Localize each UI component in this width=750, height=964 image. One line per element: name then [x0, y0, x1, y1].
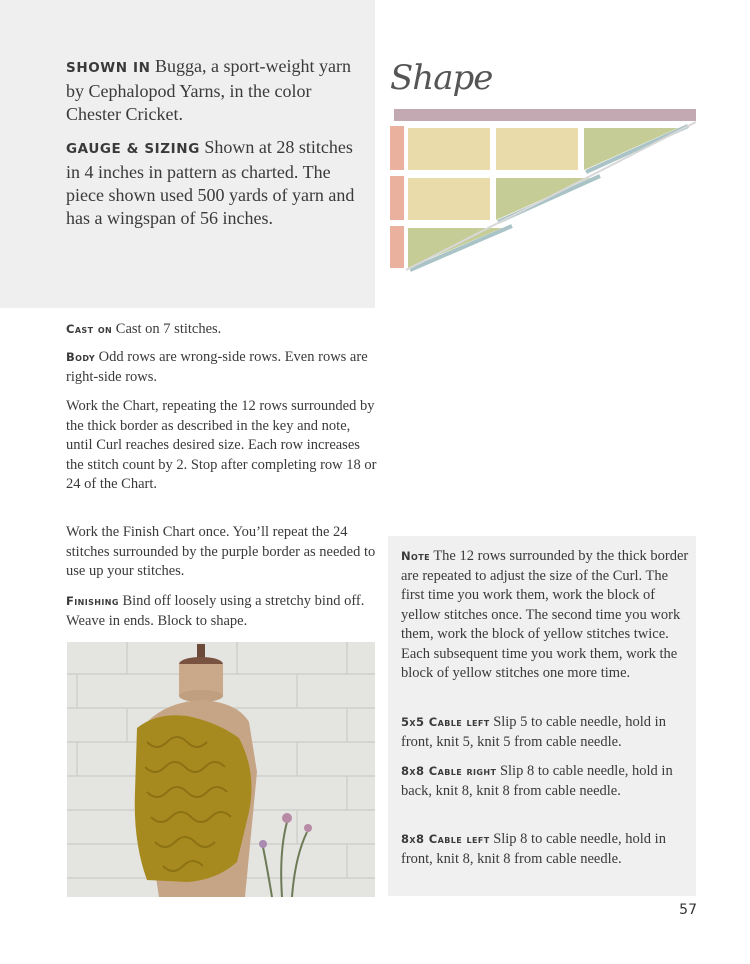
cable-8x8-left-text: Slip 8 to cable needle, hold in front, knit 8, knit 8 from cable needle. — [401, 831, 666, 867]
gauge-label: GAUGE & SIZING — [66, 141, 200, 157]
schematic-block-r1c1 — [408, 128, 490, 170]
shown-in-paragraph — [66, 55, 366, 126]
page-number: 57 — [679, 902, 697, 918]
cable-5x5-left-paragraph — [401, 713, 691, 752]
schematic-edge-row2 — [390, 176, 404, 220]
cable-8x8-left-paragraph — [401, 830, 691, 869]
cast-on-paragraph — [66, 320, 378, 340]
finishing-label: Finishing — [66, 594, 119, 608]
cable-5x5-left-text: Slip 5 to cable needle, hold in front, knit 5, knit 5 from cable needle. — [401, 714, 666, 750]
schematic-edge-row1 — [390, 126, 404, 170]
cast-on-text: Cast on 7 stitches. — [112, 321, 222, 337]
note-paragraph — [401, 547, 691, 684]
cable-8x8-right-label: 8x8 Cable right — [401, 764, 497, 778]
body-text: Odd rows are wrong-side rows. Even rows are right-side rows. — [66, 349, 368, 385]
shown-in-text: Bugga, a sport-weight yarn by Cephalopod Yarns, in the color Chester Cricket. — [66, 56, 351, 124]
schematic-block-r1c3 — [584, 128, 678, 170]
shape-title: Shape — [390, 58, 493, 98]
cable-8x8-right-paragraph — [401, 762, 691, 801]
cable-5x5-left-label: 5x5 Cable left — [401, 715, 490, 729]
garment-photo — [67, 642, 375, 897]
chart-paragraph: Work the Chart, repeating the 12 rows surrounded by the thick border as described in the key and note, until Curl reaches desired size. Each row increases the stitch count by 2. Stop after completing row 18 or 24 of the Chart. — [66, 398, 377, 492]
cable-8x8-right-text: Slip 8 to cable needle, hold in back, knit 8, knit 8 from cable needle. — [401, 763, 673, 799]
schematic-block-r2c1 — [408, 178, 490, 220]
finish-chart-paragraph: Work the Finish Chart once. You’ll repeat the 24 stitches surrounded by the purple border as needed to use up your stitches. — [66, 524, 376, 579]
cable-8x8-left-label: 8x8 Cable left — [401, 832, 490, 846]
body-label: Body — [66, 350, 96, 364]
finishing-text: Bind off loosely using a stretchy bind off. Weave in ends. Block to shape. — [66, 593, 365, 629]
schematic-edge-row3 — [390, 226, 404, 268]
cast-on-label: Cast on — [66, 322, 113, 336]
garment-photo-illustration — [67, 642, 375, 897]
shape-schematic — [386, 100, 700, 272]
note-label: Note — [401, 549, 430, 563]
note-text: The 12 rows surrounded by the thick border are repeated to adjust the size of the Curl. The first time you work them, work the block of yellow stitches once. The second time you work them, work the block of yellow stitches twice. Each subsequent time you work them, work the block of yellow stitches one more time. — [401, 548, 689, 681]
schematic-block-r1c2 — [496, 128, 578, 170]
body-paragraph — [66, 348, 378, 387]
schematic-top-bar — [394, 109, 696, 121]
gauge-paragraph — [66, 136, 366, 230]
gauge-text: Shown at 28 stitches in 4 inches in pattern as charted. The piece shown used 500 yards of yarn and has a wingspan of 56 inches. — [66, 137, 355, 228]
finishing-paragraph — [66, 592, 378, 631]
shown-in-label: SHOWN IN — [66, 60, 151, 76]
